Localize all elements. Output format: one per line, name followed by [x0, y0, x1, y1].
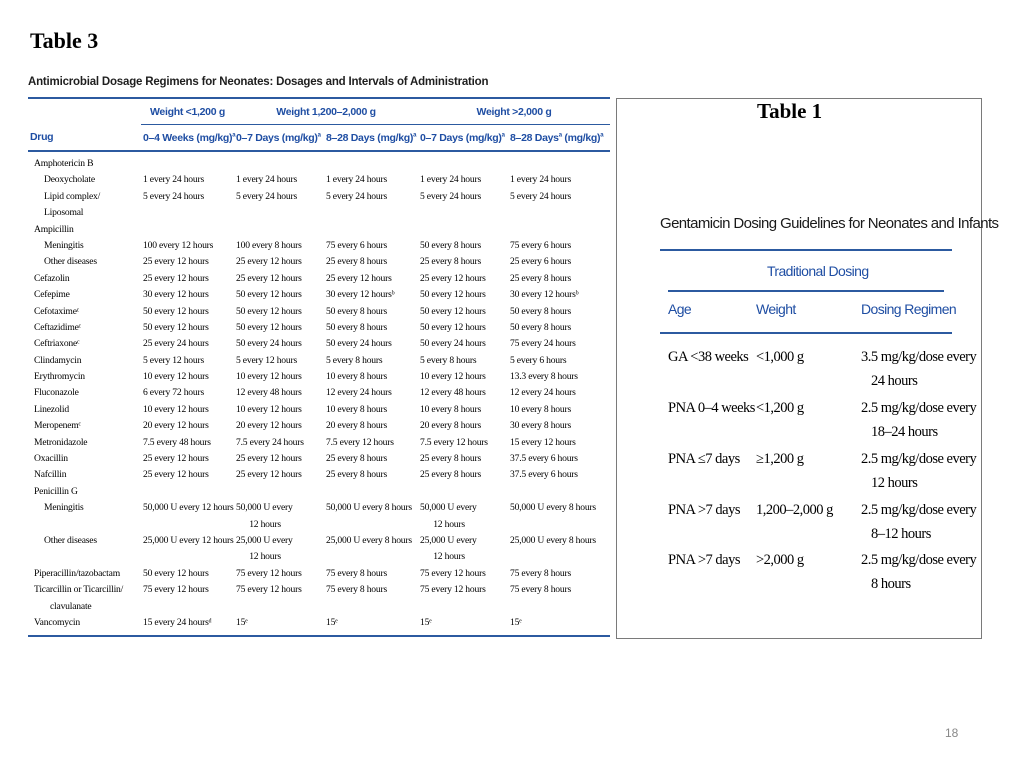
drug-cell: Ampicillin — [34, 223, 74, 235]
table-row — [28, 420, 610, 436]
dose-cell: 75 every 8 hours — [510, 567, 572, 579]
dose-cell-cont: 8 hours — [871, 576, 911, 592]
dose-cell — [141, 151, 234, 174]
dose-cell: 1 every 24 hours — [236, 174, 298, 186]
header-age: Age — [668, 301, 692, 317]
dose-cell: 10 every 8 hours — [420, 403, 482, 415]
table-row — [28, 371, 610, 387]
dose-cell: 25 every 8 hours — [326, 469, 388, 481]
dose-cell — [324, 486, 418, 502]
dose-cell — [324, 519, 418, 535]
dose-cell — [508, 486, 610, 502]
column-header: 0–4 Weeks $(mg/kg)^a$ — [141, 125, 234, 152]
dose-cell: 2.5 mg/kg/dose every — [861, 552, 977, 568]
table-row — [28, 273, 610, 289]
dose-cell — [324, 224, 418, 240]
dose-cell: 5 every 24 hours — [143, 190, 205, 202]
dose-cell: 10 every 8 hours — [326, 403, 388, 415]
dose-cell: 10 every 12 hours — [236, 403, 302, 415]
drug-cell: clavulanate — [50, 600, 92, 612]
dose-cell: 50 every 8 hours — [420, 239, 482, 251]
dose-cell: 25 every 12 hours — [326, 272, 392, 284]
drug-cell: Meningitis — [44, 502, 84, 514]
dose-cell-cont: 24 hours — [871, 373, 918, 389]
dose-cell — [234, 224, 324, 240]
dose-cell: 12 hours — [236, 551, 281, 563]
dose-cell-cont: 12 hours — [871, 475, 918, 491]
column-header: Drug — [28, 125, 141, 152]
table-row — [28, 601, 610, 617]
dose-cell: 75 every 8 hours — [326, 584, 388, 596]
dose-cell — [234, 207, 324, 223]
dose-cell: 75 every 8 hours — [510, 584, 572, 596]
dose-cell: 12 every 48 hours — [236, 387, 302, 399]
dose-cell: 12 hours — [420, 518, 465, 530]
dose-cell: 10 every 12 hours — [143, 371, 209, 383]
weight-cell: <1,000 g — [756, 349, 804, 365]
dose-cell: 50 every 12 hours — [236, 321, 302, 333]
dose-cell: 50 every 12 hours — [420, 321, 486, 333]
dose-cell: 2.5 mg/kg/dose every — [861, 400, 977, 416]
table-row — [28, 306, 610, 322]
dose-cell: 1 every 24 hours — [143, 174, 205, 186]
rule — [660, 332, 952, 334]
dose-cell-cont: 18–24 hours — [871, 424, 938, 440]
dose-cell — [508, 519, 610, 535]
dose-cell: 25 every 8 hours — [326, 256, 388, 268]
dose-cell: 50 every 24 hours — [236, 338, 302, 350]
dose-cell: 1 every 24 hours — [420, 174, 482, 186]
dose-cell: 13.3 every 8 hours — [510, 371, 578, 383]
dose-cell: 5 every 24 hours — [236, 190, 298, 202]
table-row — [28, 486, 610, 502]
dose-cell: 50 every 12 hours — [420, 289, 486, 301]
drug-cell: Cefazolin — [34, 272, 70, 284]
drug-cell: Meningitis — [44, 239, 84, 251]
drug-cell: Piperacillin/tazobactam — [34, 567, 120, 579]
dose-cell: 25,000 U every — [236, 534, 293, 546]
dose-cell: 75 every 12 hours — [236, 567, 302, 579]
table-row — [28, 519, 610, 535]
dose-cell: 25 every 8 hours — [420, 256, 482, 268]
age-cell: GA <38 weeks — [668, 349, 749, 365]
dose-cell: 6 every 72 hours — [143, 387, 205, 399]
dose-cell: 7.5 every 48 hours — [143, 436, 211, 448]
dose-cell: 12 hours — [236, 518, 281, 530]
rule — [660, 249, 952, 251]
dose-cell: 7.5 every 24 hours — [236, 436, 304, 448]
dose-cell: 50 every 12 hours — [236, 289, 302, 301]
dose-cell: 5 every 12 hours — [143, 354, 205, 366]
drug-cell: Ceftriaxoneᶜ — [34, 338, 80, 350]
group-header-row — [28, 98, 610, 125]
dose-cell: 50,000 U every 8 hours — [326, 502, 412, 514]
dose-cell: 50,000 U every — [420, 502, 477, 514]
group-header: Weight <1,200 g — [141, 98, 234, 125]
dose-cell: 5 every 8 hours — [326, 354, 383, 366]
dose-cell — [141, 207, 234, 223]
table1-caption: Gentamicin Dosing Guidelines for Neonates and Infants — [660, 215, 999, 232]
dose-cell: 10 every 12 hours — [420, 371, 486, 383]
drug-cell: Liposomal — [44, 207, 84, 219]
dose-cell — [418, 151, 508, 174]
dose-cell: 12 hours — [420, 551, 465, 563]
dose-cell — [141, 486, 234, 502]
dose-cell: 30 every 12 hoursᵇ — [326, 289, 395, 301]
dose-cell: 25 every 8 hours — [420, 469, 482, 481]
dose-cell — [508, 551, 610, 567]
dose-cell-cont: 8–12 hours — [871, 526, 931, 542]
dose-cell: 75 every 12 hours — [420, 567, 486, 579]
table3-caption: Antimicrobial Dosage Regimens for Neonates: Dosages and Intervals of Administration — [28, 76, 489, 88]
age-cell: PNA >7 days — [668, 552, 740, 568]
table-row — [28, 355, 610, 371]
dose-cell: 1 every 24 hours — [510, 174, 572, 186]
table-row — [28, 191, 610, 207]
weight-cell: 1,200–2,000 g — [756, 502, 833, 518]
dose-cell: 50 every 12 hours — [236, 305, 302, 317]
table-row — [28, 289, 610, 305]
dose-cell: 25 every 12 hours — [143, 453, 209, 465]
drug-cell: Erythromycin — [34, 371, 85, 383]
drug-cell: Meropenemᶜ — [34, 420, 81, 432]
table-row — [28, 453, 610, 469]
slide-title: Table 3 — [30, 28, 99, 53]
group-header: Weight >2,000 g — [418, 98, 610, 125]
dose-cell — [141, 601, 234, 617]
dose-cell: 25 every 6 hours — [510, 256, 572, 268]
dose-cell: 7.5 every 12 hours — [420, 436, 488, 448]
dose-cell — [234, 601, 324, 617]
column-header: 0–7 Days $(mg/kg)^a$ — [234, 125, 324, 152]
table-row — [28, 584, 610, 600]
table-row — [28, 174, 610, 190]
dose-cell: 2.5 mg/kg/dose every — [861, 502, 977, 518]
dose-cell — [324, 207, 418, 223]
dose-cell: 37.5 every 6 hours — [510, 453, 578, 465]
table-row — [28, 404, 610, 420]
age-cell: PNA ≤7 days — [668, 451, 740, 467]
drug-cell: Metronidazole — [34, 436, 88, 448]
table1-label: Table 1 — [757, 99, 823, 123]
dose-cell — [234, 151, 324, 174]
group-header: Weight 1,200–2,000 g — [234, 98, 418, 125]
dose-cell — [324, 551, 418, 567]
dose-cell: 5 every 24 hours — [510, 190, 572, 202]
dose-cell: 10 every 8 hours — [326, 371, 388, 383]
dose-cell — [418, 486, 508, 502]
weight-cell: >2,000 g — [756, 552, 804, 568]
table-row — [28, 322, 610, 338]
dose-cell: 20 every 12 hours — [143, 420, 209, 432]
table-row — [28, 207, 610, 223]
dose-cell — [508, 207, 610, 223]
table3-body — [28, 151, 610, 636]
dose-cell: 50 every 8 hours — [510, 321, 572, 333]
dose-cell: 50 every 24 hours — [420, 338, 486, 350]
column-header-row — [28, 125, 610, 152]
dose-cell: 25 every 12 hours — [143, 469, 209, 481]
drug-cell: Deoxycholate — [44, 174, 95, 186]
dosage-table — [28, 97, 610, 637]
dose-cell: 25 every 12 hours — [236, 256, 302, 268]
dose-cell: 25 every 8 hours — [326, 453, 388, 465]
dose-cell — [418, 601, 508, 617]
dose-cell — [508, 224, 610, 240]
dose-cell: 5 every 24 hours — [326, 190, 388, 202]
dose-cell: 75 every 6 hours — [326, 239, 388, 251]
drug-cell: Other diseases — [44, 256, 97, 268]
dose-cell: 25,000 U every 8 hours — [510, 534, 596, 546]
drug-cell: Other diseases — [44, 534, 97, 546]
dose-cell: 75 every 12 hours — [236, 584, 302, 596]
dose-cell: 5 every 24 hours — [420, 190, 482, 202]
drug-cell: Lipid complex/ — [44, 190, 101, 202]
dose-cell — [141, 519, 234, 535]
dose-cell: 20 every 12 hours — [236, 420, 302, 432]
dose-cell: 25 every 12 hours — [236, 453, 302, 465]
dose-cell: 10 every 12 hours — [236, 371, 302, 383]
dose-cell: 12 every 24 hours — [326, 387, 392, 399]
header-weight: Weight — [756, 301, 796, 317]
dose-cell: 75 every 6 hours — [510, 239, 572, 251]
table-row — [28, 224, 610, 240]
drug-cell: Cefotaximeᶜ — [34, 305, 80, 317]
dose-cell: 15ᵉ — [508, 617, 610, 636]
dose-cell: 50 every 8 hours — [326, 305, 388, 317]
antimicrobial-table — [28, 76, 610, 637]
dose-cell — [508, 151, 610, 174]
dose-cell: 50 every 12 hours — [420, 305, 486, 317]
header-dosing-regimen: Dosing Regimen — [861, 301, 957, 317]
dose-cell — [418, 224, 508, 240]
dose-cell: 37.5 every 6 hours — [510, 469, 578, 481]
dose-cell: 100 every 12 hours — [143, 239, 214, 251]
dose-cell: 30 every 12 hoursᵇ — [510, 289, 579, 301]
dose-cell: 5 every 8 hours — [420, 354, 477, 366]
age-cell: PNA >7 days — [668, 502, 740, 518]
dose-cell: 100 every 8 hours — [236, 239, 302, 251]
dose-cell: 20 every 8 hours — [326, 420, 388, 432]
dose-cell: 10 every 8 hours — [510, 403, 572, 415]
weight-cell: <1,200 g — [756, 400, 804, 416]
drug-cell — [28, 519, 141, 535]
gentamicin-table — [616, 98, 999, 639]
dose-cell: 5 every 12 hours — [236, 354, 298, 366]
drug-cell: Amphotericin B — [34, 158, 94, 169]
drug-cell: Linezolid — [34, 403, 69, 415]
dose-cell: 50 every 24 hours — [326, 338, 392, 350]
dose-cell: 75 every 24 hours — [510, 338, 576, 350]
table-row — [28, 469, 610, 485]
drug-cell: Penicillin G — [34, 485, 78, 497]
dose-cell: 25,000 U every 12 hours — [143, 534, 234, 546]
drug-cell: Ceftazidimeᶜ — [34, 321, 81, 333]
table-row — [28, 338, 610, 354]
dose-cell: 15 every 24 hoursᵈ — [141, 617, 234, 636]
dose-cell: 30 every 8 hours — [510, 420, 572, 432]
dose-cell: 75 every 12 hours — [143, 584, 209, 596]
dose-cell: 1 every 24 hours — [326, 174, 388, 186]
dose-cell — [508, 601, 610, 617]
dose-cell: 50,000 U every 12 hours — [143, 502, 234, 514]
dose-cell: 50 every 12 hours — [143, 305, 209, 317]
dose-cell: 10 every 12 hours — [143, 403, 209, 415]
page-number: 18 — [945, 726, 959, 740]
dose-cell: 25 every 24 hours — [143, 338, 209, 350]
dose-cell — [324, 601, 418, 617]
table-row — [28, 256, 610, 272]
dose-cell: 50,000 U every — [236, 502, 293, 514]
dose-cell: 30 every 12 hours — [143, 289, 209, 301]
rule — [668, 290, 944, 292]
dose-cell: 7.5 every 12 hours — [326, 436, 394, 448]
column-header: 8–28 Days $(mg/kg)^a$ — [324, 125, 418, 152]
drug-cell: Nafcillin — [34, 469, 67, 481]
dose-cell: 12 every 48 hours — [420, 387, 486, 399]
dose-cell: 75 every 12 hours — [420, 584, 486, 596]
dose-cell: 25,000 U every — [420, 534, 477, 546]
dose-cell: 25 every 8 hours — [510, 272, 572, 284]
dose-cell — [141, 224, 234, 240]
drug-cell: Clindamycin — [34, 354, 82, 366]
table-row — [28, 151, 610, 174]
dose-cell: 50 every 8 hours — [510, 305, 572, 317]
dose-cell: 25 every 12 hours — [420, 272, 486, 284]
dose-cell: 50 every 12 hours — [143, 567, 209, 579]
dose-cell: 15ᵉ — [324, 617, 418, 636]
age-cell: PNA 0–4 weeks — [668, 400, 755, 416]
dose-cell — [418, 207, 508, 223]
table-row — [28, 568, 610, 584]
dose-cell: 25 every 12 hours — [143, 256, 209, 268]
weight-cell: ≥1,200 g — [756, 451, 804, 467]
column-header: 8–28 Days$^a$ $(mg/kg)^a$ — [508, 125, 610, 152]
table-row — [28, 387, 610, 403]
dose-cell — [234, 486, 324, 502]
dose-cell: 75 every 8 hours — [326, 567, 388, 579]
dose-cell: 12 every 24 hours — [510, 387, 576, 399]
dose-cell: 50 every 12 hours — [143, 321, 209, 333]
dose-cell — [324, 151, 418, 174]
table1-subheader: Traditional Dosing — [767, 263, 869, 279]
dose-cell: 50,000 U every 8 hours — [510, 502, 596, 514]
table-row — [28, 437, 610, 453]
dose-cell: 15ᵉ — [234, 617, 324, 636]
table-row — [28, 535, 610, 551]
drug-cell: Oxacillin — [34, 453, 68, 465]
dose-cell: 50 every 8 hours — [326, 321, 388, 333]
dose-cell: 20 every 8 hours — [420, 420, 482, 432]
table-row — [28, 551, 610, 567]
dose-cell: 25 every 12 hours — [143, 272, 209, 284]
table-row — [28, 240, 610, 256]
dose-cell: 25,000 U every 8 hours — [326, 534, 412, 546]
dose-cell — [141, 551, 234, 567]
drug-cell: Fluconazole — [34, 387, 79, 399]
table-row — [28, 617, 610, 636]
dose-cell: 25 every 12 hours — [236, 469, 302, 481]
table-row — [28, 502, 610, 518]
dose-cell: 25 every 8 hours — [420, 453, 482, 465]
drug-cell: Cefepime — [34, 289, 70, 301]
dose-cell: 15ᵉ — [418, 617, 508, 636]
drug-cell: Vancomycin — [28, 617, 141, 636]
dose-cell: 5 every 6 hours — [510, 354, 567, 366]
drug-cell — [28, 551, 141, 567]
dose-cell: 15 every 12 hours — [510, 436, 576, 448]
dose-cell: 2.5 mg/kg/dose every — [861, 451, 977, 467]
dose-cell: 3.5 mg/kg/dose every — [861, 349, 977, 365]
column-header: 0–7 Days $(mg/kg)^a$ — [418, 125, 508, 152]
drug-cell: Ticarcillin or Ticarcillin/ — [34, 584, 124, 596]
dose-cell: 25 every 12 hours — [236, 272, 302, 284]
